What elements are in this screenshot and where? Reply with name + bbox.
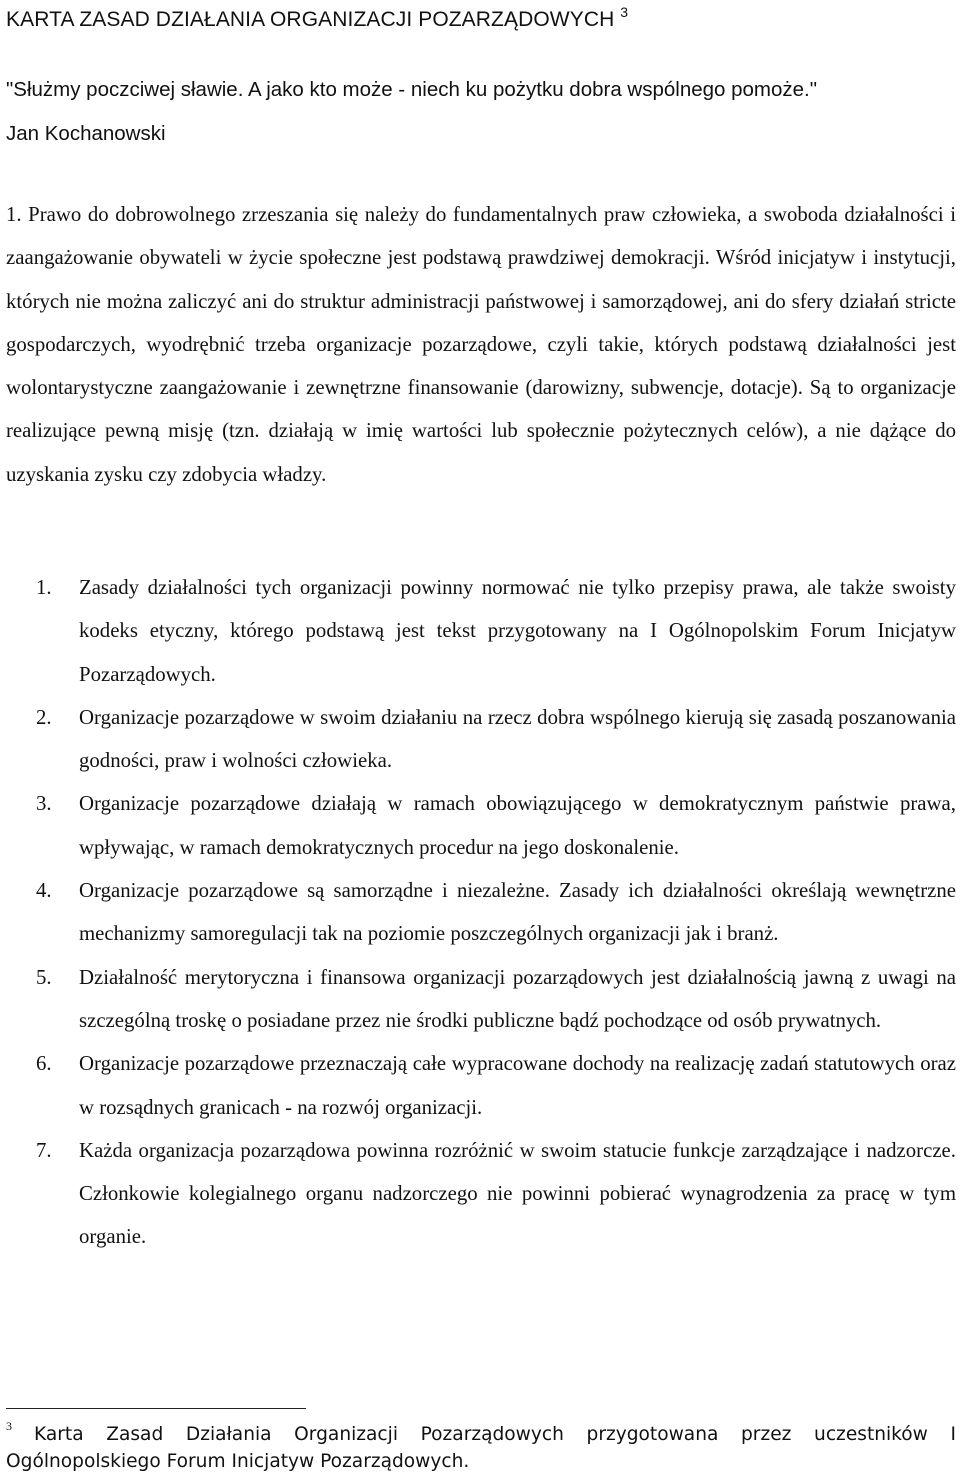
footnote-mark: 3 — [6, 1419, 12, 1433]
rule-text: Organizacje pozarządowe przeznaczają całe wypracowane dochody na realizację zadań statutowych oraz w rozsądnych granicach - na rozwój organizacji. — [79, 1052, 956, 1119]
rule-text: Organizacje pozarządowe w swoim działaniu na rzecz dobra wspólnego kierują się zasadą poszanowania godności, praw i wolności człowieka. — [79, 705, 956, 773]
rule-number: 1. — [36, 576, 52, 599]
intro-paragraph: 1. Prawo do dobrowolnego zrzeszania się należy do fundamentalnych praw człowieka, a swoboda działalności i zaangażowanie obywateli w życie społeczne jest podstawą prawdziwej demokracji. Wśród inicjatyw i instytucji, których nie można zaliczyć ani do struktur administracji państwowej i samorządowej, ani do sfery działań stricte gospodarczych, wyodrębnić trzeba organizacje pozarządowe, czyli takie, których podstawą działalności jest wolontarystyczne zaangażowanie i zewnętrzne finansowanie (darowizny, subwencje, dotacje). Są to organizacje realizujące pewną misję (tzn. działają w imię wartości lub społecznie pożytecznych celów), a nie dążące do uzyskania zysku czy zdobycia władzy. — [6, 203, 956, 486]
list-item — [6, 1129, 956, 1259]
footnote-divider — [6, 1408, 306, 1409]
rule-text: Każda organizacja pozarządowa powinna rozróżnić w swoim statucie funkcje zarządzające i nadzorcze. Członkowie kolegialnego organu nadzorczego nie powinni pobierać wynagrodzenia za pracę w tym organie. — [79, 1138, 956, 1249]
footnote-text: Karta Zasad Działania Organizacji Pozarządowych przygotowana przez uczestników I Ogólnopolskiego Forum Inicjatyw Pozarządowych. — [6, 1424, 956, 1472]
rule-text: Organizacje pozarządowe są samorządne i niezależne. Zasady ich działalności określają wewnętrzne mechanizmy samoregulacji tak na poziomie poszczególnych organizacji jak i branż. — [79, 879, 956, 946]
list-item — [6, 566, 956, 696]
title-text: KARTA ZASAD DZIAŁANIA ORGANIZACJI POZARZĄDOWYCH — [6, 8, 615, 31]
motto-author: Jan Kochanowski — [6, 122, 166, 145]
rule-number: 3. — [36, 792, 52, 816]
document-title — [6, 4, 628, 32]
rule-number: 7. — [36, 1138, 52, 1162]
list-item — [6, 869, 956, 956]
list-item — [6, 696, 956, 783]
rule-text: Zasady działalności tych organizacji powinny normować nie tylko przepisy prawa, ale także swoisty kodeks etyczny, którego podstawą jest tekst przygotowany na I Ogólnopolskim Forum Inicjatyw Pozarządowych. — [79, 576, 956, 686]
rule-number: 2. — [36, 705, 52, 729]
list-item — [6, 782, 956, 869]
rule-text: Działalność merytoryczna i finansowa organizacji pozarządowych jest działalnością jawną z uwagi na szczególną troskę o posiadane przez nie środki publiczne bądź pochodzące od osób prywatnych. — [79, 965, 956, 1032]
motto-quote: "Służmy poczciwej sławie. A jako kto może - niech ku pożytku dobra wspólnego pomoże." — [6, 78, 818, 101]
rule-text: Organizacje pozarządowe działają w ramach obowiązującego w demokratycznym państwie prawa, wpływając, w ramach demokratycznych procedur na jego doskonalenie. — [79, 792, 956, 859]
rule-number: 5. — [36, 965, 52, 989]
list-item — [6, 956, 956, 1043]
list-item — [6, 1042, 956, 1129]
footnote — [6, 1421, 956, 1475]
title-footnote-ref: 3 — [620, 4, 629, 20]
rules-list — [6, 566, 956, 1259]
rule-number: 6. — [36, 1052, 52, 1076]
rule-number: 4. — [36, 879, 52, 903]
